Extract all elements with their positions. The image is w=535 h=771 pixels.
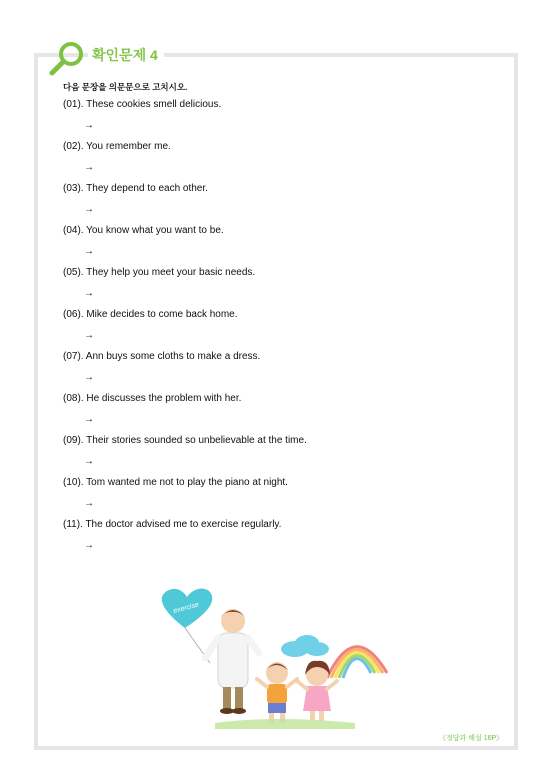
answer-arrow: → bbox=[84, 540, 94, 551]
question-text: (08). He discusses the problem with her. bbox=[63, 393, 242, 404]
balloon-text: exercise bbox=[172, 601, 200, 615]
heart-balloon bbox=[162, 589, 212, 663]
question-text: (05). They help you meet your basic needs. bbox=[63, 267, 256, 278]
answer-arrow: → bbox=[84, 204, 94, 215]
answer-arrow: → bbox=[84, 414, 94, 425]
rainbow-graphic bbox=[327, 647, 387, 678]
question-text: (03). They depend to each other. bbox=[63, 183, 208, 194]
instruction-text: 다음 문장을 의문문으로 고치시오. bbox=[63, 82, 188, 92]
answer-arrow: → bbox=[84, 246, 94, 257]
answer-arrow: → bbox=[84, 498, 94, 509]
question-text: (02). You remember me. bbox=[63, 141, 171, 152]
question-list bbox=[63, 99, 503, 561]
question-item bbox=[63, 225, 503, 267]
question-item bbox=[63, 267, 503, 309]
exercise-illustration bbox=[155, 583, 395, 733]
answer-arrow: → bbox=[84, 288, 94, 299]
answer-reference: 《정답과 해설 16P》 bbox=[439, 735, 504, 742]
question-text: (06). Mike decides to come back home. bbox=[63, 309, 238, 320]
question-item bbox=[63, 309, 503, 351]
question-item bbox=[63, 435, 503, 477]
question-item bbox=[63, 183, 503, 225]
question-text: (01). These cookies smell delicious. bbox=[63, 99, 222, 110]
question-item bbox=[63, 351, 503, 393]
question-item bbox=[63, 99, 503, 141]
question-item bbox=[63, 519, 503, 561]
answer-arrow: → bbox=[84, 120, 94, 131]
doctor-figure bbox=[205, 609, 259, 714]
answer-arrow: → bbox=[84, 372, 94, 383]
magnifier-icon bbox=[48, 40, 84, 76]
section-title: 확인문제 4 bbox=[88, 45, 164, 65]
question-item bbox=[63, 477, 503, 519]
answer-arrow: → bbox=[84, 330, 94, 341]
question-text: (11). The doctor advised me to exercise regularly. bbox=[63, 519, 282, 530]
answer-arrow: → bbox=[84, 456, 94, 467]
question-item bbox=[63, 393, 503, 435]
question-text: (10). Tom wanted me not to play the piano at night. bbox=[63, 477, 288, 488]
answer-arrow: → bbox=[84, 162, 94, 173]
question-text: (07). Ann buys some cloths to make a dress. bbox=[63, 351, 261, 362]
question-text: (04). You know what you want to be. bbox=[63, 225, 224, 236]
question-item bbox=[63, 141, 503, 183]
question-text: (09). Their stories sounded so unbelievable at the time. bbox=[63, 435, 307, 446]
cloud-graphic bbox=[281, 635, 329, 657]
boy-figure bbox=[257, 662, 297, 723]
